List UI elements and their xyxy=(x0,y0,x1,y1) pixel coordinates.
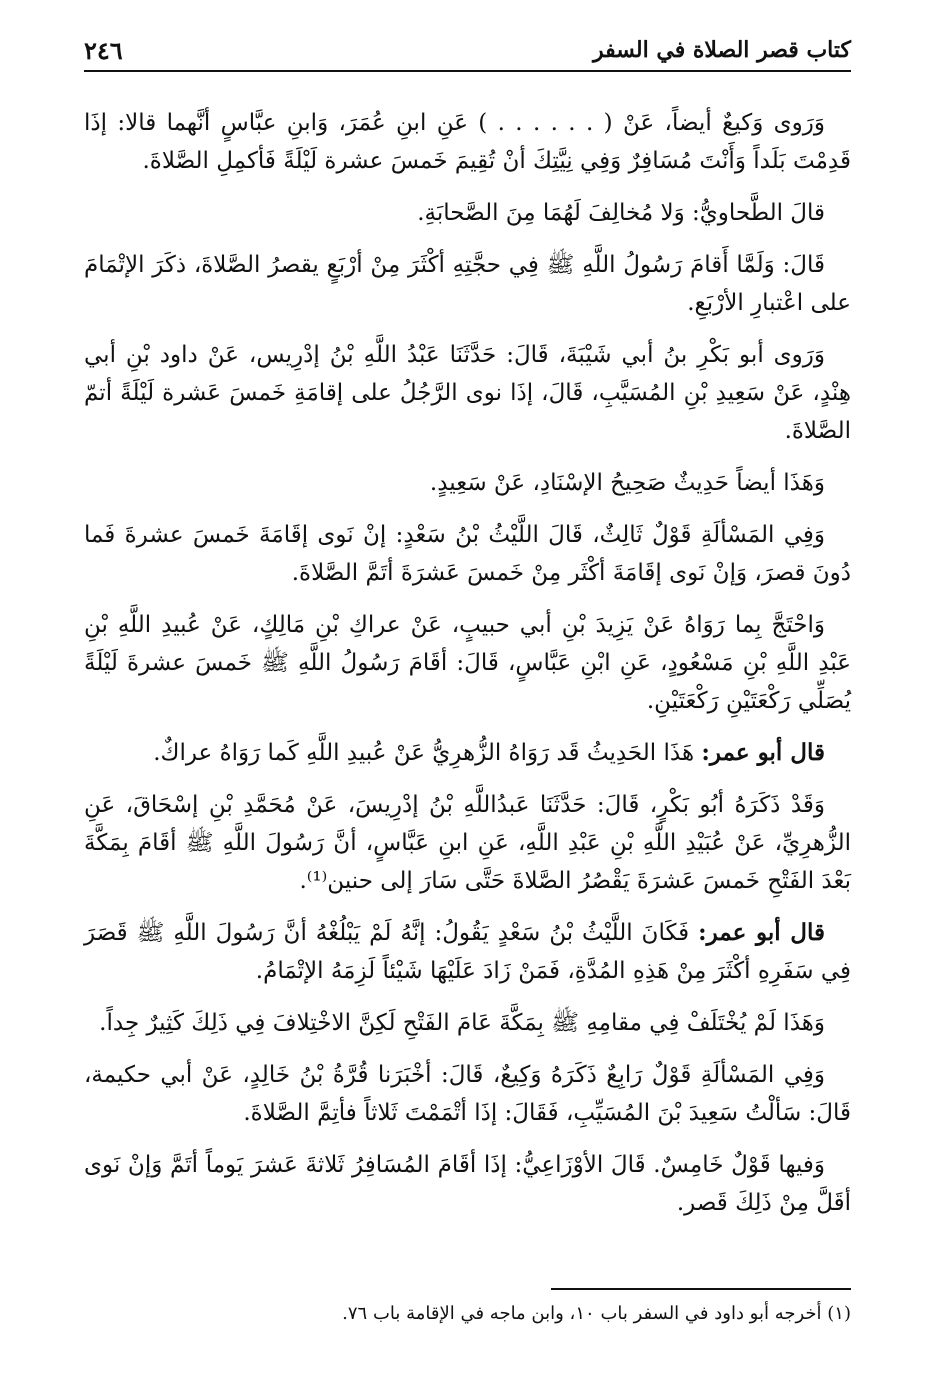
speaker-lead: قال أبو عمر: xyxy=(698,919,825,946)
paragraph xyxy=(84,914,851,990)
paragraph-text: وَفِي المَسْألَةِ قَوْلٌ ثَالِثٌ، قَالَ اللَّيْثُ بْنُ سَعْدٍ: إنْ نَوى إقَامَةَ خَمسَ عشرةَ فَما دُونَ قصرَ، وَإنْ نَوى إقَامَةَ أكْثَر مِنْ خَمسَ عَشرَةَ أتَمَّ الصَّلاةَ. xyxy=(84,522,851,586)
running-header xyxy=(84,30,851,72)
paragraph xyxy=(84,336,851,450)
paragraph xyxy=(84,516,851,592)
paragraph-text: وَرَوى أبو بَكْرِ بنُ أبي شَيْبَةَ، قَالَ: حَدَّثَنَا عَبْدُ اللَّهِ بْنُ إدْرِيس، عَنْ داود بْنِ أبي هِنْدٍ، عَنْ سَعِيدِ بْنِ المُسَيَّبِ، قَالَ، إذَا نوى الرَّجُلُ على إقامَةِ خَمسَ عَشرة لَيْلَةً أتمّ الصَّلاةَ. xyxy=(84,342,851,444)
paragraph-text: قالَ الطَّحاويُّ: وَلا مُخالِفَ لَهُمَا مِنَ الصَّحابَةِ. xyxy=(417,200,825,226)
paragraph-text: وَاحْتَجَّ بِما رَوَاهُ عَنْ يَزِيدَ بْنِ أبي حبيبٍ، عَنْ عراكِ بْنِ مَالِكٍ، عَنْ عُبيدِ اللَّهِ بْنِ عَبْدِ اللَّهِ بْنِ مَسْعُودٍ، عَنِ ابْنِ عَبَّاسٍ، قَالَ: أقَامَ رَسُولُ اللَّهِ ﷺ خَمسَ عشرةَ لَيْلَةً يُصَلِّي رَكْعَتَيْنِ رَكْعَتَيْنِ. xyxy=(84,612,851,714)
paragraph-text: هَذَا الحَدِيثُ قَد رَوَاهُ الزُّهرِيُّ عَنْ عُبيدِ اللَّهِ كَما رَوَاهُ عراكٌ. xyxy=(153,740,702,766)
paragraph xyxy=(84,1146,851,1222)
paragraph xyxy=(84,194,851,232)
paragraph xyxy=(84,464,851,502)
paragraph xyxy=(84,246,851,322)
paragraph-text: قَالَ: وَلَمَّا أَقامَ رَسُولُ اللَّهِ ﷺ فِي حجَّتِهِ أكْثَرَ مِنْ أرْبَعٍ يقصرُ الصَّلاةَ، ذكَرَ الإتْمَامَ على اعْتبارِ الأرْبَعِ. xyxy=(84,252,851,316)
paragraph xyxy=(84,104,851,180)
footnote-divider xyxy=(551,1288,851,1290)
speaker-lead: قال أبو عمر: xyxy=(701,739,825,766)
paragraph-text: فَكَانَ اللَّيْثُ بْنُ سَعْدٍ يَقُولُ: إنَّهُ لَمْ يَبْلُغْهُ أنَّ رَسُولَ اللَّهِ ﷺ قَصَرَ فِي سَفَرِهِ أكْثَرَ مِنْ هَذِهِ المُدَّةِ، فَمَنْ زَادَ عَلَيْهَا شَيْئاً لَزِمَهُ الإتْمَامُ. xyxy=(84,920,851,984)
paragraph-text: وَهَذَا لَمْ يُخْتَلَفْ فِي مقامِهِ ﷺ بِمَكَّةَ عَامَ الفَتْحِ لَكِنَّ الاخْتِلافَ فِي ذَلِكَ كَثِيرٌ جِداً. xyxy=(99,1010,825,1036)
page-body xyxy=(84,104,851,1236)
paragraph xyxy=(84,606,851,720)
paragraph xyxy=(84,734,851,772)
page-number: ٢٤٦ xyxy=(84,35,123,65)
paragraph-text: وَفِي المَسْألَةِ قَوْلٌ رَابِعٌ ذَكَرَهُ وَكِيعٌ، قَالَ: أخْبَرَنا قُرَّةُ بْنُ خَالِدٍ، عَنْ أبي حكيمة، قَالَ: سَألْتُ سَعِيدَ بْنَ المُسَيِّبِ، فَقَالَ: إذَا أتْمَمْتَ ثَلاثاً فأتِمَّ الصَّلاةَ. xyxy=(84,1062,851,1126)
book-title: كتاب قصر الصلاة في السفر xyxy=(592,37,851,63)
paragraph-text: وَقَدْ ذَكَرَهُ أبُو بَكْرٍ، قَالَ: حَدَّثَنَا عَبدُاللَّهِ بْنُ إدْرِيسَ، عَنْ مُحَمَّدِ بْنِ إسْحَاقَ، عَنِ الزُّهرِيِّ، عَنْ عُبَيْدِ اللَّهِ بْنِ عَبْدِ اللَّهِ، عَنِ ابنِ عَبَّاسٍ، أنَّ رَسُولَ اللَّهِ ﷺ أقَامَ بِمَكَّةَ بَعْدَ الفَتْحِ خَمسَ عَشرَةَ يَقْصُرُ الصَّلاةَ حَتَّى سَارَ إلى حنين⁽¹⁾. xyxy=(84,792,851,894)
paragraph xyxy=(84,1056,851,1132)
footnote: (١) أخرجه أبو داود في السفر باب ١٠، وابن ماجه في الإقامة باب ٧٦. xyxy=(342,1303,851,1324)
paragraph-text: وَرَوى وَكيعٌ أيضاً، عَنْ ( . . . . . . ) عَنِ ابنِ عُمَرَ، وَابنِ عبَّاسٍ أنَّهما قالا: إذَا قَدِمْتَ بَلَداً وَأَنْتَ مُسَافِرٌ وَفِي نِيَّتِكَ أنْ تُقِيمَ خَمسَ عشرة لَيْلَةً فَأكمِلِ الصَّلاةَ. xyxy=(84,110,851,174)
paragraph-text: وَفيها قَوْلٌ خَامِسٌ. قَالَ الأوْزَاعِيُّ: إذَا أقَامَ المُسَافِرُ ثَلاثةَ عَشرَ يَوماً أتَمَّ وَإنْ نَوى أقَلَّ مِنْ ذَلِكَ قَصر. xyxy=(84,1152,851,1216)
paragraph xyxy=(84,1004,851,1042)
paragraph-text: وَهَذَا أيضاً حَدِيثٌ صَحِيحُ الإسْنَادِ، عَنْ سَعِيدٍ. xyxy=(429,470,825,496)
paragraph xyxy=(84,786,851,900)
